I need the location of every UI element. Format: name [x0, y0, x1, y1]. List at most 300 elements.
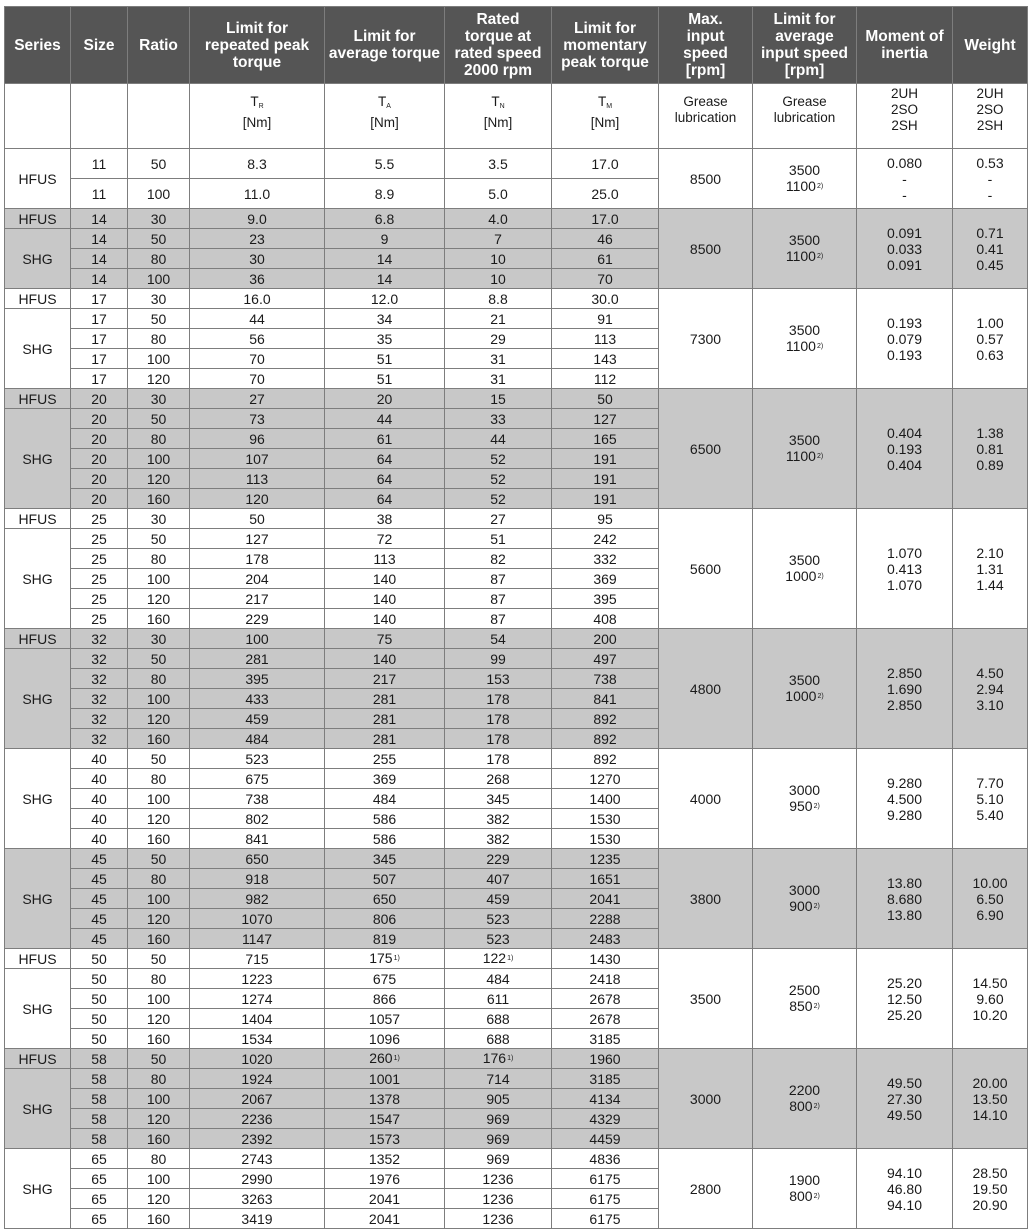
average-torque-cell: [325, 179, 445, 209]
footnote-mark: 2): [817, 693, 824, 700]
repeated-peak-torque-cell: 918: [190, 869, 325, 889]
size-cell: 17: [71, 369, 128, 389]
rated-torque-cell: [445, 849, 552, 869]
momentary-peak-torque-cell: 50: [552, 389, 659, 409]
rated-torque-cell: [445, 829, 552, 849]
rated-torque-cell: [445, 179, 552, 209]
rated-torque-cell: [445, 629, 552, 649]
average-torque-cell: [325, 1149, 445, 1169]
col-header-repeated-peak-torque: Limit for repeated peak torque: [190, 7, 325, 84]
size-cell: 45: [71, 929, 128, 949]
repeated-peak-torque-cell: 27: [190, 389, 325, 409]
ratio-cell: 80: [128, 669, 190, 689]
rated-torque-cell: [445, 1089, 552, 1109]
avg-speed-value: 3500: [788, 552, 821, 568]
rated-torque-cell: [445, 649, 552, 669]
table-row: [5, 1149, 1028, 1169]
ratio-cell: 100: [128, 179, 190, 209]
ratio-cell: 50: [128, 949, 190, 969]
inertia-value: 13.80: [886, 874, 923, 891]
rated-torque-cell: [445, 529, 552, 549]
momentary-peak-torque-cell: 17.0: [552, 149, 659, 179]
size-cell: 11: [71, 149, 128, 179]
momentary-peak-torque-cell: 892: [552, 749, 659, 769]
inertia-value: 0.193: [886, 346, 923, 363]
weight-value: 10.20: [972, 1006, 1008, 1023]
cell-value: 87: [490, 610, 506, 627]
size-cell: 65: [71, 1149, 128, 1169]
cell-value: 281: [372, 730, 397, 747]
table-row: [5, 509, 1028, 529]
average-torque-cell: [325, 489, 445, 509]
size-cell: 20: [71, 429, 128, 449]
weight-value: 1.38: [976, 424, 1004, 441]
momentary-peak-torque-cell: 332: [552, 549, 659, 569]
cell-value: 12.0: [370, 290, 399, 307]
size-cell: 20: [71, 469, 128, 489]
avg-speed-value: 3000: [788, 782, 821, 798]
cell-value: 72: [376, 530, 393, 547]
rated-torque-cell: [445, 1069, 552, 1089]
momentary-peak-torque-cell: 1530: [552, 829, 659, 849]
repeated-peak-torque-cell: 484: [190, 729, 325, 749]
repeated-peak-torque-cell: 44: [190, 309, 325, 329]
avg-speed-alt-value: 1100: [785, 248, 816, 264]
cell-value: 175: [369, 950, 393, 966]
cell-value: 281: [372, 690, 397, 707]
inertia-value: -: [902, 186, 907, 203]
average-torque-cell: [325, 409, 445, 429]
cell-value: 52: [490, 490, 506, 507]
average-torque-cell: [325, 269, 445, 289]
repeated-peak-torque-cell: 459: [190, 709, 325, 729]
repeated-peak-torque-cell: 2990: [190, 1169, 325, 1189]
ratio-cell: 100: [128, 889, 190, 909]
average-torque-cell: [325, 629, 445, 649]
cell-value: 178: [486, 710, 510, 727]
cell-value: 87: [490, 590, 506, 607]
table-row: [5, 209, 1028, 229]
repeated-peak-torque-cell: 1020: [190, 1049, 325, 1069]
avg-speed-value: 3500: [788, 162, 821, 178]
cell-value: 969: [486, 1130, 510, 1147]
rated-torque-cell: [445, 609, 552, 629]
average-input-speed-cell: [753, 509, 857, 629]
ratio-cell: 120: [128, 1189, 190, 1209]
weight-value: 14.50: [972, 974, 1008, 991]
momentary-peak-torque-cell: 3185: [552, 1069, 659, 1089]
cell-value: 33: [490, 410, 506, 427]
cell-value: 34: [376, 310, 393, 327]
inertia-value: 0.091: [886, 224, 923, 241]
weight-value: 5.10: [976, 790, 1004, 807]
size-cell: 58: [71, 1089, 128, 1109]
weight-cell: [953, 149, 1028, 209]
max-input-speed-cell: 4000: [659, 749, 753, 849]
momentary-peak-torque-cell: 369: [552, 569, 659, 589]
cell-value: 507: [372, 870, 397, 887]
weight-cell: [953, 1149, 1028, 1229]
moment-of-inertia-cell: [857, 849, 953, 949]
avg-speed-value: 2500: [788, 982, 821, 998]
cell-value: 382: [486, 830, 510, 847]
average-torque-cell: [325, 1209, 445, 1229]
rated-torque-cell: [445, 409, 552, 429]
average-torque-cell: [325, 909, 445, 929]
average-torque-cell: [325, 449, 445, 469]
size-group: [5, 509, 1028, 629]
weight-value: 6.90: [976, 906, 1004, 923]
repeated-peak-torque-cell: 715: [190, 949, 325, 969]
cell-value: 87: [490, 570, 506, 587]
momentary-peak-torque-cell: 1960: [552, 1049, 659, 1069]
subheader-grease-lubrication-max: Grease lubrication: [659, 84, 753, 149]
ratio-cell: 50: [128, 149, 190, 179]
inertia-value: 13.80: [886, 906, 923, 923]
cell-value: 7: [494, 230, 502, 247]
cell-value: 345: [486, 790, 510, 807]
average-input-speed-cell: [753, 1049, 857, 1149]
rated-torque-cell: [445, 769, 552, 789]
weight-value: 7.70: [976, 774, 1004, 791]
size-cell: 17: [71, 289, 128, 309]
cell-value: 4.0: [488, 210, 508, 227]
col-header-max-input-speed: Max. input speed [rpm]: [659, 7, 753, 84]
inertia-value: 27.30: [886, 1090, 923, 1107]
cell-value: 281: [372, 710, 397, 727]
cell-value: 82: [490, 550, 506, 567]
footnote-mark: 2): [816, 453, 824, 460]
weight-value: 6.50: [976, 890, 1004, 907]
repeated-peak-torque-cell: 2743: [190, 1149, 325, 1169]
repeated-peak-torque-cell: 217: [190, 589, 325, 609]
repeated-peak-torque-cell: 16.0: [190, 289, 325, 309]
average-torque-cell: [325, 1189, 445, 1209]
avg-speed-value: 3500: [788, 232, 821, 248]
size-cell: 45: [71, 909, 128, 929]
momentary-peak-torque-cell: 2418: [552, 969, 659, 989]
weight-value: 14.10: [972, 1106, 1008, 1123]
repeated-peak-torque-cell: 107: [190, 449, 325, 469]
inertia-value: 9.280: [886, 806, 923, 823]
average-torque-cell: [325, 1109, 445, 1129]
size-cell: 40: [71, 789, 128, 809]
average-torque-cell: [325, 989, 445, 1009]
ratio-cell: 80: [128, 329, 190, 349]
inertia-value: 0.193: [886, 314, 923, 331]
inertia-value: 49.50: [886, 1074, 923, 1091]
repeated-peak-torque-cell: 30: [190, 249, 325, 269]
ratio-cell: 80: [128, 769, 190, 789]
average-input-speed-cell: [753, 849, 857, 949]
series-cell: HFUS: [5, 149, 71, 209]
repeated-peak-torque-cell: 1223: [190, 969, 325, 989]
ratio-cell: 30: [128, 389, 190, 409]
cell-value: 1976: [368, 1170, 401, 1187]
momentary-peak-torque-cell: 1235: [552, 849, 659, 869]
ratio-cell: 50: [128, 309, 190, 329]
series-cell: SHG: [5, 529, 71, 629]
footnote-mark: 1): [507, 1055, 514, 1062]
cell-value: 27: [490, 510, 506, 527]
average-torque-cell: [325, 549, 445, 569]
repeated-peak-torque-cell: 9.0: [190, 209, 325, 229]
momentary-peak-torque-cell: 841: [552, 689, 659, 709]
momentary-peak-torque-cell: 395: [552, 589, 659, 609]
size-cell: 17: [71, 349, 128, 369]
col-header-size: Size: [71, 7, 128, 84]
ratio-cell: 160: [128, 929, 190, 949]
rated-torque-cell: [445, 1169, 552, 1189]
subheader-series-empty: [5, 84, 71, 149]
average-torque-cell: [325, 769, 445, 789]
cell-value: 8.8: [488, 290, 508, 307]
rated-torque-cell: [445, 429, 552, 449]
rated-torque-cell: [445, 329, 552, 349]
weight-value: 10.00: [972, 874, 1008, 891]
size-cell: 20: [71, 489, 128, 509]
repeated-peak-torque-cell: 1534: [190, 1029, 325, 1049]
inertia-value: 25.20: [886, 974, 923, 991]
cell-value: 260: [369, 1050, 393, 1066]
repeated-peak-torque-cell: 8.3: [190, 149, 325, 179]
col-header-rated-torque: Rated torque at rated speed 2000 rpm: [445, 7, 552, 84]
series-cell: SHG: [5, 1149, 71, 1229]
inertia-value: 46.80: [886, 1180, 923, 1197]
ratio-cell: 120: [128, 709, 190, 729]
size-cell: 20: [71, 389, 128, 409]
cell-value: 140: [372, 590, 397, 607]
torque-spec-table: [4, 6, 1028, 1229]
average-torque-cell: [325, 709, 445, 729]
average-torque-cell: [325, 1169, 445, 1189]
ratio-cell: 100: [128, 449, 190, 469]
average-torque-cell: [325, 1129, 445, 1149]
cell-value: 2041: [368, 1210, 401, 1227]
rated-torque-cell: [445, 549, 552, 569]
subheader-tr-symbol: $T_R$ [Nm]: [190, 84, 325, 149]
size-cell: 40: [71, 829, 128, 849]
ratio-cell: 30: [128, 629, 190, 649]
avg-speed-value: 3000: [788, 882, 821, 898]
cell-value: 75: [376, 630, 393, 647]
size-cell: 50: [71, 949, 128, 969]
size-cell: 65: [71, 1169, 128, 1189]
cell-value: 806: [372, 910, 397, 927]
rated-torque-cell: [445, 709, 552, 729]
size-cell: 40: [71, 809, 128, 829]
momentary-peak-torque-cell: 46: [552, 229, 659, 249]
average-torque-cell: [325, 669, 445, 689]
subheader-row: [5, 84, 1028, 149]
size-cell: 50: [71, 1009, 128, 1029]
cell-value: 819: [372, 930, 397, 947]
cell-value: 217: [372, 670, 397, 687]
table-row: [5, 849, 1028, 869]
cell-value: 586: [372, 810, 397, 827]
series-cell: HFUS: [5, 1049, 71, 1069]
series-cell: SHG: [5, 969, 71, 1049]
cell-value: 1096: [368, 1030, 401, 1047]
cell-value: 688: [486, 1030, 510, 1047]
ratio-cell: 80: [128, 549, 190, 569]
size-cell: 58: [71, 1129, 128, 1149]
ratio-cell: 100: [128, 989, 190, 1009]
series-cell: SHG: [5, 1069, 71, 1149]
rated-torque-cell: [445, 269, 552, 289]
repeated-peak-torque-cell: 70: [190, 369, 325, 389]
series-cell: HFUS: [5, 389, 71, 409]
moment-of-inertia-cell: [857, 289, 953, 389]
ratio-cell: 80: [128, 249, 190, 269]
ratio-cell: 50: [128, 749, 190, 769]
rated-torque-cell: [445, 1129, 552, 1149]
size-cell: 14: [71, 269, 128, 289]
subheader-tn-symbol: $T_N$ [Nm]: [445, 84, 552, 149]
cell-value: 122: [482, 950, 507, 966]
moment-of-inertia-cell: [857, 749, 953, 849]
inertia-value: 2.850: [886, 664, 923, 681]
footnote-mark: 2): [817, 573, 824, 580]
cell-value: 1378: [368, 1090, 401, 1107]
cell-value: 1236: [482, 1210, 514, 1227]
cell-value: 35: [376, 330, 393, 347]
max-input-speed-cell: 3000: [659, 1049, 753, 1149]
ratio-cell: 160: [128, 609, 190, 629]
rated-torque-cell: [445, 149, 552, 179]
table-row: [5, 949, 1028, 969]
size-cell: 14: [71, 229, 128, 249]
rated-torque-cell: [445, 1209, 552, 1229]
moment-of-inertia-cell: [857, 509, 953, 629]
repeated-peak-torque-cell: 2236: [190, 1109, 325, 1129]
weight-value: 2.94: [976, 680, 1004, 697]
size-cell: 65: [71, 1189, 128, 1209]
rated-torque-cell: [445, 389, 552, 409]
ratio-cell: 120: [128, 589, 190, 609]
size-cell: 17: [71, 329, 128, 349]
size-group: [5, 629, 1028, 749]
size-cell: 32: [71, 649, 128, 669]
ratio-cell: 120: [128, 1109, 190, 1129]
size-group: [5, 949, 1028, 1049]
average-torque-cell: [325, 529, 445, 549]
weight-value: 28.50: [972, 1164, 1008, 1181]
col-header-momentary-peak-torque: Limit for momentary peak torque: [552, 7, 659, 84]
momentary-peak-torque-cell: 165: [552, 429, 659, 449]
rated-torque-cell: [445, 589, 552, 609]
cell-value: 905: [486, 1090, 510, 1107]
subheader-size-empty: [71, 84, 128, 149]
footnote-mark: 2): [813, 903, 820, 910]
cell-value: 140: [372, 610, 397, 627]
cell-value: 44: [376, 410, 393, 427]
rated-torque-cell: [445, 509, 552, 529]
repeated-peak-torque-cell: 2392: [190, 1129, 325, 1149]
footnote-mark: 1): [507, 955, 514, 962]
average-torque-cell: [325, 949, 445, 969]
subheader-tm-symbol: $T_M$ [Nm]: [552, 84, 659, 149]
ratio-cell: 50: [128, 409, 190, 429]
size-group: [5, 209, 1028, 289]
inertia-value: 0.033: [886, 240, 923, 257]
header-row: [5, 7, 1028, 84]
inertia-value: 0.413: [886, 560, 923, 577]
ratio-cell: 50: [128, 529, 190, 549]
weight-value: 20.00: [972, 1074, 1008, 1091]
average-input-speed-cell: [753, 749, 857, 849]
average-torque-cell: [325, 789, 445, 809]
rated-torque-cell: [445, 449, 552, 469]
cell-value: 1236: [482, 1170, 514, 1187]
average-torque-cell: [325, 349, 445, 369]
inertia-value: 94.10: [886, 1196, 923, 1213]
repeated-peak-torque-cell: 73: [190, 409, 325, 429]
average-torque-cell: [325, 369, 445, 389]
series-cell: SHG: [5, 309, 71, 389]
subheader-inertia-variants: 2UH 2SO 2SH: [857, 84, 953, 149]
rated-torque-cell: [445, 1049, 552, 1069]
series-cell: HFUS: [5, 629, 71, 649]
cell-value: 113: [373, 550, 396, 567]
cell-value: 407: [486, 870, 510, 887]
cell-value: 99: [490, 650, 506, 667]
size-cell: 58: [71, 1049, 128, 1069]
cell-value: 611: [486, 990, 510, 1007]
avg-speed-value: 3500: [788, 672, 821, 688]
inertia-value: 1.070: [886, 544, 923, 561]
repeated-peak-torque-cell: 96: [190, 429, 325, 449]
momentary-peak-torque-cell: 200: [552, 629, 659, 649]
average-torque-cell: [325, 1069, 445, 1089]
ratio-cell: 50: [128, 229, 190, 249]
cell-value: 268: [486, 770, 510, 787]
inertia-value: 4.500: [886, 790, 923, 807]
average-input-speed-cell: [753, 1149, 857, 1229]
weight-value: 0.81: [976, 440, 1004, 457]
momentary-peak-torque-cell: 6175: [552, 1209, 659, 1229]
size-group: [5, 389, 1028, 509]
weight-value: 2.10: [976, 544, 1004, 561]
momentary-peak-torque-cell: 1270: [552, 769, 659, 789]
rated-torque-cell: [445, 749, 552, 769]
cell-value: 255: [372, 750, 397, 767]
weight-value: 0.53: [976, 154, 1004, 171]
size-cell: 32: [71, 729, 128, 749]
size-cell: 50: [71, 1029, 128, 1049]
ratio-cell: 100: [128, 349, 190, 369]
ratio-cell: 30: [128, 509, 190, 529]
cell-value: 382: [486, 810, 510, 827]
inertia-value: 0.091: [886, 256, 923, 273]
momentary-peak-torque-cell: 91: [552, 309, 659, 329]
momentary-peak-torque-cell: 1530: [552, 809, 659, 829]
momentary-peak-torque-cell: 4134: [552, 1089, 659, 1109]
ratio-cell: 100: [128, 569, 190, 589]
avg-speed-alt-value: 850: [789, 998, 813, 1014]
weight-cell: [953, 209, 1028, 289]
cell-value: 1547: [368, 1110, 401, 1127]
moment-of-inertia-cell: [857, 1049, 953, 1149]
avg-speed-alt-value: 1100: [785, 178, 816, 194]
weight-value: 1.31: [976, 560, 1004, 577]
cell-value: 1057: [368, 1010, 401, 1027]
repeated-peak-torque-cell: 523: [190, 749, 325, 769]
cell-value: 54: [490, 630, 506, 647]
average-torque-cell: [325, 1089, 445, 1109]
rated-torque-cell: [445, 1189, 552, 1209]
momentary-peak-torque-cell: 70: [552, 269, 659, 289]
